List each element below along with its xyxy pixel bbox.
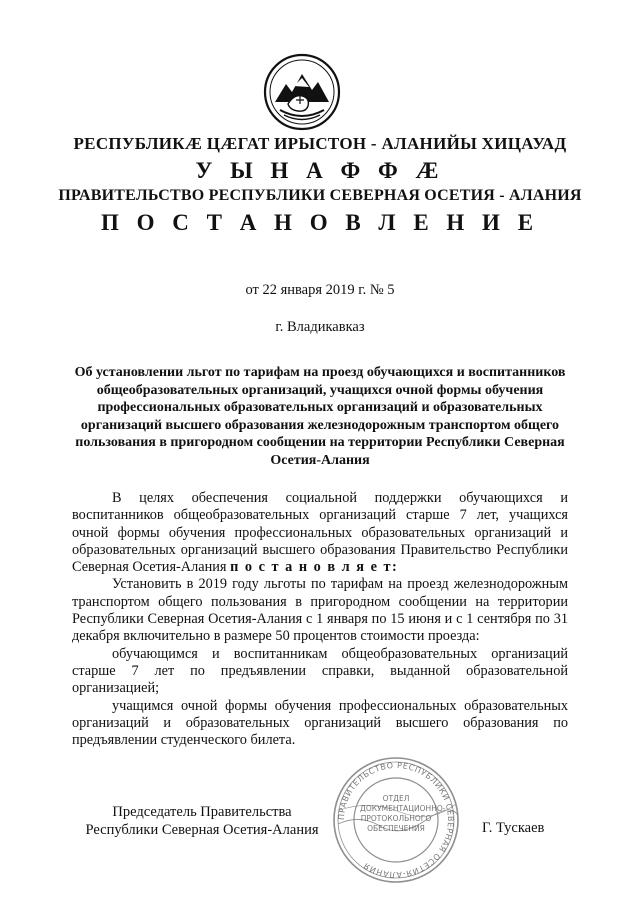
- signatory-position: [62, 803, 342, 839]
- header-ossetian-government: РЕСПУБЛИКÆ ЦÆГАТ ИРЫСТОН - АЛАНИЙЫ ХИЦАУАД: [73, 134, 567, 153]
- stamp-outer-text: ПРАВИТЕЛЬСТВО РЕСПУБЛИКИ СЕВЕРНАЯ ОСЕТИЯ-АЛАНИЯ: [336, 760, 456, 880]
- document-title: Об установлении льгот по тарифам на проезд обучающихся и воспитанников общеобразовательных организаций, учащихся очной формы обучения профессиональных образовательных организаций и образовательных организаций высшего образования железнодорожным транспортом общего пользования в пригородном сообщении на территории Республики Северная Осетия-Алания: [74, 365, 566, 468]
- decree-item-2: учащимся очной формы обучения профессиональных образовательных организаций и образовательных организаций высшего образования по предъявлении студенческого билета.: [72, 697, 568, 749]
- preamble-paragraph: [72, 490, 568, 576]
- header-ossetian-decree: У Ы Н А Ф Ф Æ: [195, 158, 445, 183]
- header-russian-government: ПРАВИТЕЛЬСТВО РЕСПУБЛИКИ СЕВЕРНАЯ ОСЕТИЯ - АЛАНИЯ: [58, 187, 582, 204]
- signatory-position-line-1: Председатель Правительства: [112, 804, 292, 820]
- document-body: [72, 490, 568, 749]
- decree-paragraph-1: Установить в 2019 году льготы по тарифам на проезд железнодорожным транспортом общего пользования в пригородном сообщении на территории Республики Северная Осетия-Алания с 1 января по 15 июня и с 1 сентября по 31 декабря включительно в размере 50 процентов стоимости проезда:: [72, 576, 568, 645]
- decree-word: п о с т а н о в л я е т:: [230, 559, 399, 576]
- document-date-number: от 22 января 2019 г. № 5: [245, 282, 395, 298]
- signatory-name: Г. Тускаев: [482, 820, 545, 836]
- header-russian-decree: П О С Т А Н О В Л Е Н И Е: [100, 210, 540, 235]
- signatory-position-line-2: Республики Северная Осетия-Алания: [85, 822, 319, 838]
- decree-item-1: обучающимся и воспитанникам общеобразовательных организаций старше 7 лет по предъявлении справки, выданной образовательной организацией;: [72, 645, 568, 697]
- stamp-inner-text: ОТДЕЛ ДОКУМЕНТАЦИОННО-ПРОТОКОЛЬНОГО ОБЕСПЕЧЕНИЯ: [360, 794, 446, 833]
- document-city: г. Владикавказ: [275, 319, 365, 335]
- coat-of-arms-emblem: [262, 52, 342, 132]
- official-seal-stamp: [330, 754, 462, 886]
- preamble-text: В целях обеспечения социальной поддержки обучающихся и воспитанников общеобразовательных организаций старше 7 лет, учащихся очной формы обучения профессиональных образовательных организаций и образовательных организаций высшего образования Правительство Республики Северная Осетия-Алания: [72, 490, 568, 576]
